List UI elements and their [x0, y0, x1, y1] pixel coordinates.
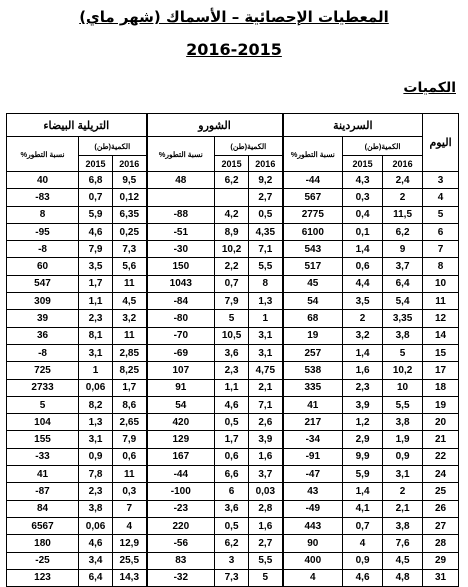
table-row [7, 327, 459, 344]
sardine-2015-cell: 0,7 [343, 517, 383, 534]
chourou-2016-cell: 2,1 [249, 379, 283, 396]
day-cell: 8 [423, 258, 459, 275]
sardine-2015-cell: 0,6 [343, 258, 383, 275]
chourou-evo-cell: 70- [147, 327, 215, 344]
day-cell: 24 [423, 466, 459, 483]
trilia-2016-cell: 6,35 [113, 206, 147, 223]
table-row [7, 552, 459, 569]
sardine-2015-cell: 3,9 [343, 396, 383, 413]
trilia-evo-cell: 5 [7, 396, 79, 413]
chourou-2015-cell: 6,6 [215, 466, 249, 483]
trilia-2015-cell: 3,1 [79, 431, 113, 448]
sardine-evo-cell: 44- [283, 172, 343, 189]
trilia-evo-cell: 83- [7, 189, 79, 206]
chourou-evo-cell: 54 [147, 396, 215, 413]
chourou-evo-cell: 44- [147, 466, 215, 483]
day-cell: 31 [423, 569, 459, 586]
trilia-evo-cell: 95- [7, 223, 79, 240]
trilia-2015-cell: 7,9 [79, 241, 113, 258]
chourou-2016-cell: 5,5 [249, 258, 283, 275]
group-header-sardine: السردينة [283, 114, 423, 137]
sardine-2016-cell: 7,6 [383, 535, 423, 552]
chourou-2015-cell: 6,2 [215, 172, 249, 189]
day-cell: 20 [423, 414, 459, 431]
sardine-2015-cell: 0,1 [343, 223, 383, 240]
trilia-evo-cell: 547 [7, 275, 79, 292]
trilia-2015-cell: 3,4 [79, 552, 113, 569]
trilia-2016-cell: 4 [113, 517, 147, 534]
table-row [7, 344, 459, 361]
chourou-2015-cell: 1,7 [215, 431, 249, 448]
trilia-evo-cell: 123 [7, 569, 79, 586]
trilia-evo-cell: 155 [7, 431, 79, 448]
trilia-2015-cell: 2,3 [79, 483, 113, 500]
trilia-2015-cell: 4,6 [79, 223, 113, 240]
trilia-evo-cell: 6567 [7, 517, 79, 534]
chourou-2015-cell: 0,6 [215, 448, 249, 465]
chourou-2015-cell: 0,7 [215, 275, 249, 292]
chourou-evo-cell: 91 [147, 379, 215, 396]
sardine-2015-cell: 2 [343, 310, 383, 327]
year-2016-header: 2016 [113, 156, 147, 172]
sardine-2015-cell: 1,4 [343, 241, 383, 258]
chourou-2015-cell: 3,6 [215, 344, 249, 361]
trilia-2016-cell: 0,12 [113, 189, 147, 206]
group-header-white-trilia: التريلية البيضاء [7, 114, 147, 137]
chourou-evo-cell [147, 189, 215, 206]
sardine-2015-cell: 3,5 [343, 293, 383, 310]
chourou-evo-cell: 88- [147, 206, 215, 223]
day-cell: 3 [423, 172, 459, 189]
day-cell: 28 [423, 535, 459, 552]
sardine-evo-cell: 2775 [283, 206, 343, 223]
trilia-2016-cell: 5,6 [113, 258, 147, 275]
chourou-2015-cell: 4,2 [215, 206, 249, 223]
trilia-2015-cell: 1,7 [79, 275, 113, 292]
chourou-evo-cell: 129 [147, 431, 215, 448]
trilia-2015-cell: 2,3 [79, 310, 113, 327]
sardine-evo-cell: 400 [283, 552, 343, 569]
trilia-evo-cell: 40 [7, 172, 79, 189]
section-heading: الكميات [403, 80, 456, 96]
day-cell: 12 [423, 310, 459, 327]
chourou-2016-cell: 2,7 [249, 535, 283, 552]
trilia-evo-cell: 104 [7, 414, 79, 431]
sardine-evo-cell: 47- [283, 466, 343, 483]
sardine-2016-cell: 9 [383, 241, 423, 258]
sardine-evo-cell: 335 [283, 379, 343, 396]
day-cell: 21 [423, 431, 459, 448]
sardine-evo-cell: 217 [283, 414, 343, 431]
trilia-2016-cell: 2,65 [113, 414, 147, 431]
chourou-evo-cell: 150 [147, 258, 215, 275]
sardine-evo-cell: 90 [283, 535, 343, 552]
sardine-2016-cell: 10 [383, 379, 423, 396]
table-row [7, 569, 459, 586]
day-cell: 7 [423, 241, 459, 258]
day-cell: 6 [423, 223, 459, 240]
sardine-evo-cell: 257 [283, 344, 343, 361]
chourou-evo-cell: 84- [147, 293, 215, 310]
trilia-evo-cell: 309 [7, 293, 79, 310]
chourou-evo-cell: 420 [147, 414, 215, 431]
day-cell: 25 [423, 483, 459, 500]
sardine-evo-cell: 538 [283, 362, 343, 379]
table-row [7, 275, 459, 292]
trilia-2016-cell: 7,9 [113, 431, 147, 448]
chourou-2015-cell: 4,6 [215, 396, 249, 413]
day-header: اليوم [423, 114, 459, 172]
chourou-2015-cell: 8,9 [215, 223, 249, 240]
day-cell: 10 [423, 275, 459, 292]
sardine-evo-cell: 567 [283, 189, 343, 206]
chourou-2016-cell: 9,2 [249, 172, 283, 189]
chourou-2015-cell: 3 [215, 552, 249, 569]
chourou-2015-cell: 0,5 [215, 414, 249, 431]
chourou-2016-cell: 5,5 [249, 552, 283, 569]
chourou-2016-cell: 1,6 [249, 448, 283, 465]
table-row [7, 414, 459, 431]
sardine-2016-cell: 3,1 [383, 466, 423, 483]
chourou-evo-cell: 1043 [147, 275, 215, 292]
chourou-2015-cell: 7,3 [215, 569, 249, 586]
day-cell: 11 [423, 293, 459, 310]
sardine-2016-cell: 10,2 [383, 362, 423, 379]
sardine-evo-cell: 6100 [283, 223, 343, 240]
sardine-2015-cell: 5,9 [343, 466, 383, 483]
sardine-2016-cell: 3,8 [383, 517, 423, 534]
sardine-2015-cell: 1,4 [343, 344, 383, 361]
chourou-2016-cell: 7,1 [249, 241, 283, 258]
sardine-2016-cell: 3,8 [383, 414, 423, 431]
trilia-evo-cell: 60 [7, 258, 79, 275]
day-cell: 27 [423, 517, 459, 534]
trilia-2016-cell: 2,85 [113, 344, 147, 361]
sardine-2016-cell: 1,9 [383, 431, 423, 448]
chourou-2016-cell: 7,1 [249, 396, 283, 413]
chourou-evo-cell: 83 [147, 552, 215, 569]
chourou-2015-cell: 2,3 [215, 362, 249, 379]
table-row [7, 500, 459, 517]
chourou-2015-cell [215, 189, 249, 206]
trilia-2016-cell: 11 [113, 327, 147, 344]
chourou-2015-cell: 1,1 [215, 379, 249, 396]
trilia-2015-cell: 3,5 [79, 258, 113, 275]
sardine-evo-cell: 4 [283, 569, 343, 586]
day-cell: 26 [423, 500, 459, 517]
chourou-evo-cell: 23- [147, 500, 215, 517]
trilia-2016-cell: 12,9 [113, 535, 147, 552]
sardine-2015-cell: 1,6 [343, 362, 383, 379]
chourou-2016-cell: 2,6 [249, 414, 283, 431]
trilia-evo-cell: 33- [7, 448, 79, 465]
table-row [7, 396, 459, 413]
trilia-evo-cell: 25- [7, 552, 79, 569]
sardine-2016-cell: 6,2 [383, 223, 423, 240]
chourou-2015-cell: 0,5 [215, 517, 249, 534]
chourou-2015-cell: 2,2 [215, 258, 249, 275]
chourou-evo-cell: 167 [147, 448, 215, 465]
sardine-2016-cell: 2,4 [383, 172, 423, 189]
trilia-evo-cell: 41 [7, 466, 79, 483]
sardine-2015-cell: 4 [343, 535, 383, 552]
trilia-2016-cell: 25,5 [113, 552, 147, 569]
chourou-2016-cell: 4,35 [249, 223, 283, 240]
year-2015-header: 2015 [215, 156, 249, 172]
year-2015-header: 2015 [79, 156, 113, 172]
table-row [7, 379, 459, 396]
sardine-2016-cell: 6,4 [383, 275, 423, 292]
sardine-2015-cell: 4,1 [343, 500, 383, 517]
chourou-2016-cell: 3,1 [249, 344, 283, 361]
chourou-evo-cell: 107 [147, 362, 215, 379]
chourou-2015-cell: 10,2 [215, 241, 249, 258]
trilia-2016-cell: 3,2 [113, 310, 147, 327]
sardine-2015-cell: 0,9 [343, 552, 383, 569]
fish-statistics-table [6, 113, 459, 587]
chourou-2016-cell: 0,03 [249, 483, 283, 500]
sardine-evo-cell: 43 [283, 483, 343, 500]
chourou-2016-cell: 3,1 [249, 327, 283, 344]
year-2015-header: 2015 [343, 156, 383, 172]
chourou-2015-cell: 6 [215, 483, 249, 500]
day-cell: 4 [423, 189, 459, 206]
sardine-2015-cell: 4,3 [343, 172, 383, 189]
trilia-2016-cell: 8,6 [113, 396, 147, 413]
sardine-evo-cell: 543 [283, 241, 343, 258]
trilia-evo-cell: 180 [7, 535, 79, 552]
sardine-evo-cell: 91- [283, 448, 343, 465]
sardine-2016-cell: 3,8 [383, 327, 423, 344]
chourou-evo-cell: 51- [147, 223, 215, 240]
trilia-2015-cell: 4,6 [79, 535, 113, 552]
sardine-2016-cell: 4,5 [383, 552, 423, 569]
trilia-2015-cell: 3,8 [79, 500, 113, 517]
page-title: المعطيات الإحصائية – الأسماك (شهر ماي) [79, 8, 389, 26]
trilia-2015-cell: 5,9 [79, 206, 113, 223]
trilia-evo-cell: 87- [7, 483, 79, 500]
trilia-2015-cell: 0,06 [79, 517, 113, 534]
chourou-2016-cell: 0,5 [249, 206, 283, 223]
evo-header: نسبة التطور% [147, 137, 215, 172]
trilia-evo-cell: 36 [7, 327, 79, 344]
day-cell: 17 [423, 362, 459, 379]
trilia-2016-cell: 0,25 [113, 223, 147, 240]
table-row [7, 431, 459, 448]
chourou-evo-cell: 220 [147, 517, 215, 534]
chourou-2016-cell: 1 [249, 310, 283, 327]
day-cell: 15 [423, 344, 459, 361]
sardine-2016-cell: 11,5 [383, 206, 423, 223]
chourou-2016-cell: 1,6 [249, 517, 283, 534]
trilia-evo-cell: 8- [7, 241, 79, 258]
sardine-2016-cell: 2 [383, 483, 423, 500]
chourou-evo-cell: 32- [147, 569, 215, 586]
sardine-2016-cell: 4,8 [383, 569, 423, 586]
trilia-2015-cell: 7,8 [79, 466, 113, 483]
sardine-2015-cell: 0,3 [343, 189, 383, 206]
sardine-2015-cell: 3,2 [343, 327, 383, 344]
table-row [7, 258, 459, 275]
qty-header: الكمية(طن) [79, 137, 147, 156]
trilia-2016-cell: 9,5 [113, 172, 147, 189]
trilia-2015-cell: 8,1 [79, 327, 113, 344]
day-cell: 5 [423, 206, 459, 223]
chourou-2016-cell: 8 [249, 275, 283, 292]
sardine-evo-cell: 443 [283, 517, 343, 534]
chourou-2016-cell: 1,3 [249, 293, 283, 310]
trilia-evo-cell: 39 [7, 310, 79, 327]
trilia-2016-cell: 8,25 [113, 362, 147, 379]
sardine-evo-cell: 54 [283, 293, 343, 310]
trilia-evo-cell: 2733 [7, 379, 79, 396]
sardine-2016-cell: 5 [383, 344, 423, 361]
sardine-2015-cell: 2,3 [343, 379, 383, 396]
year-2016-header: 2016 [249, 156, 283, 172]
years-heading: 2016-2015 [186, 40, 282, 59]
evo-header: نسبة التطور% [283, 137, 343, 172]
sardine-evo-cell: 517 [283, 258, 343, 275]
evo-header: نسبة التطور% [7, 137, 79, 172]
chourou-2016-cell: 3,7 [249, 466, 283, 483]
table-row [7, 241, 459, 258]
table-row [7, 483, 459, 500]
trilia-2016-cell: 7 [113, 500, 147, 517]
chourou-2016-cell: 3,9 [249, 431, 283, 448]
table-row [7, 466, 459, 483]
trilia-evo-cell: 725 [7, 362, 79, 379]
trilia-2015-cell: 1 [79, 362, 113, 379]
sardine-2016-cell: 0,9 [383, 448, 423, 465]
chourou-2016-cell: 5 [249, 569, 283, 586]
sardine-evo-cell: 34- [283, 431, 343, 448]
chourou-evo-cell: 56- [147, 535, 215, 552]
chourou-evo-cell: 30- [147, 241, 215, 258]
sardine-2015-cell: 4,6 [343, 569, 383, 586]
trilia-2015-cell: 1,3 [79, 414, 113, 431]
sardine-2015-cell: 4,4 [343, 275, 383, 292]
trilia-2016-cell: 4,5 [113, 293, 147, 310]
sardine-2015-cell: 2,9 [343, 431, 383, 448]
table-row [7, 189, 459, 206]
day-cell: 14 [423, 327, 459, 344]
sardine-evo-cell: 68 [283, 310, 343, 327]
sardine-2015-cell: 1,4 [343, 483, 383, 500]
chourou-evo-cell: 69- [147, 344, 215, 361]
table-row [7, 362, 459, 379]
trilia-2016-cell: 1,7 [113, 379, 147, 396]
chourou-evo-cell: 80- [147, 310, 215, 327]
sardine-2015-cell: 1,2 [343, 414, 383, 431]
sardine-evo-cell: 45 [283, 275, 343, 292]
trilia-2016-cell: 0,6 [113, 448, 147, 465]
trilia-evo-cell: 8- [7, 344, 79, 361]
sardine-2016-cell: 2,1 [383, 500, 423, 517]
trilia-2016-cell: 0,3 [113, 483, 147, 500]
sardine-evo-cell: 49- [283, 500, 343, 517]
day-cell: 22 [423, 448, 459, 465]
chourou-2015-cell: 6,2 [215, 535, 249, 552]
qty-header: الكمية(طن) [215, 137, 283, 156]
table-row [7, 293, 459, 310]
trilia-2015-cell: 0,7 [79, 189, 113, 206]
sardine-evo-cell: 41 [283, 396, 343, 413]
table-row [7, 206, 459, 223]
chourou-2016-cell: 2,7 [249, 189, 283, 206]
chourou-evo-cell: 48 [147, 172, 215, 189]
trilia-2015-cell: 1,1 [79, 293, 113, 310]
sardine-2016-cell: 2 [383, 189, 423, 206]
trilia-evo-cell: 8 [7, 206, 79, 223]
trilia-2016-cell: 11 [113, 275, 147, 292]
day-cell: 18 [423, 379, 459, 396]
day-cell: 29 [423, 552, 459, 569]
chourou-2015-cell: 5 [215, 310, 249, 327]
chourou-2015-cell: 10,5 [215, 327, 249, 344]
chourou-evo-cell: 100- [147, 483, 215, 500]
trilia-evo-cell: 84 [7, 500, 79, 517]
sardine-2016-cell: 3,7 [383, 258, 423, 275]
table-row [7, 535, 459, 552]
sardine-evo-cell: 19 [283, 327, 343, 344]
trilia-2015-cell: 0,9 [79, 448, 113, 465]
chourou-2016-cell: 4,75 [249, 362, 283, 379]
trilia-2016-cell: 7,3 [113, 241, 147, 258]
table-row [7, 223, 459, 240]
sardine-2016-cell: 3,35 [383, 310, 423, 327]
group-header-chourou: الشورو [147, 114, 283, 137]
sardine-2016-cell: 5,5 [383, 396, 423, 413]
trilia-2015-cell: 3,1 [79, 344, 113, 361]
table-row [7, 310, 459, 327]
year-2016-header: 2016 [383, 156, 423, 172]
chourou-2015-cell: 7,9 [215, 293, 249, 310]
sardine-2015-cell: 9,9 [343, 448, 383, 465]
trilia-2015-cell: 8,2 [79, 396, 113, 413]
trilia-2016-cell: 14,3 [113, 569, 147, 586]
sardine-2016-cell: 5,4 [383, 293, 423, 310]
qty-header: الكمية(طن) [343, 137, 423, 156]
trilia-2016-cell: 11 [113, 466, 147, 483]
table-row [7, 172, 459, 189]
table-row [7, 448, 459, 465]
trilia-2015-cell: 0,06 [79, 379, 113, 396]
sardine-2015-cell: 0,4 [343, 206, 383, 223]
trilia-2015-cell: 6,4 [79, 569, 113, 586]
day-cell: 19 [423, 396, 459, 413]
chourou-2015-cell: 3,6 [215, 500, 249, 517]
table-row [7, 517, 459, 534]
chourou-2016-cell: 2,8 [249, 500, 283, 517]
trilia-2015-cell: 6,8 [79, 172, 113, 189]
